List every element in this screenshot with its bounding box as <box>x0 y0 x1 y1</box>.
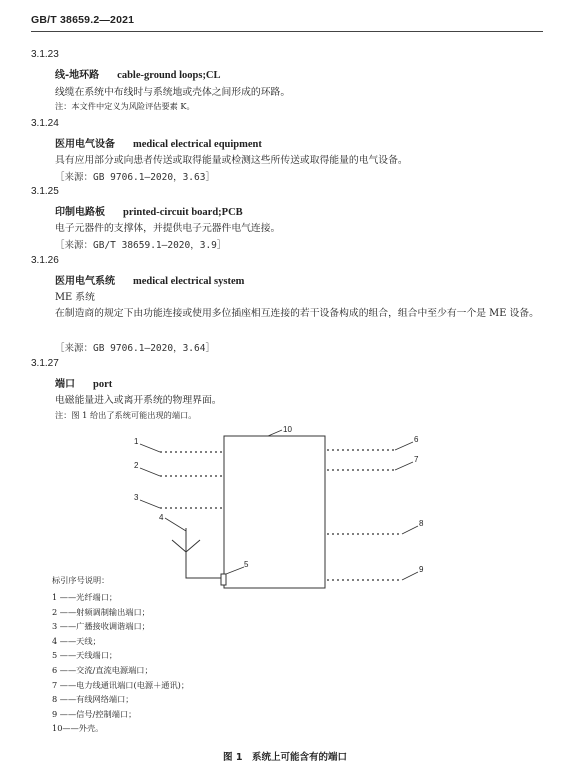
leader-6 <box>395 442 413 450</box>
leader-5 <box>226 567 244 574</box>
leader-3 <box>140 500 160 508</box>
legend-item: 10——外壳。 <box>52 723 104 734</box>
legend-item: 5 ——天线端口； <box>52 650 118 661</box>
legend-item: 6 ——交流/直流电源端口； <box>52 664 153 675</box>
term-cn: 线-地环路 <box>55 70 100 81</box>
leader-9 <box>402 572 418 580</box>
label-5: 5 <box>244 560 249 569</box>
leader-7 <box>395 462 413 470</box>
entry-definition: 电子元器件的支撑体，并提供电子元器件电气连接。 <box>55 223 281 234</box>
label-10: 10 <box>283 425 292 434</box>
label-3: 3 <box>134 493 139 502</box>
entry-source: ［来源：GB 9706.1—2020，3.64］ <box>55 343 215 354</box>
legend-item: 4 ——天线； <box>52 635 101 646</box>
antenna-symbol <box>172 528 200 552</box>
legend-item: 3 ——广播接收调谐端口； <box>52 621 150 632</box>
leader-2 <box>140 468 160 476</box>
entry-note: 注：图 1 给出了系统可能出现的端口。 <box>55 410 197 420</box>
antenna-cable <box>186 528 222 578</box>
entry-definition: 具有应用部分或向患者传送或取得能量或检测这些所传送或取得能量的电气设备。 <box>55 155 408 166</box>
label-8: 8 <box>419 519 424 528</box>
entry-definition: 在制造商的规定下由功能连接或使用多位插座相互连接的若干设备构成的组合，组合中至少有一个是 ME 设备。 <box>55 308 539 319</box>
enclosure-box <box>224 436 325 588</box>
standard-header: GB/T 38659.2—2021 <box>31 14 135 26</box>
legend-item: 7 ——电力线通讯端口(电源＋通讯)； <box>52 679 190 690</box>
term-en: cable-ground loops;CL <box>117 70 221 81</box>
entry-number: 3.1.27 <box>31 358 59 369</box>
entry-number: 3.1.24 <box>31 118 59 129</box>
entry-number: 3.1.23 <box>31 49 59 60</box>
entry-definition: 线缆在系统中布线时与系统地或壳体之间形成的环路。 <box>55 87 291 98</box>
label-7: 7 <box>414 455 419 464</box>
legend-list <box>52 590 189 736</box>
legend-item: 2 ——射频调制输出端口； <box>52 606 150 617</box>
label-6: 6 <box>414 435 419 444</box>
term-cn: 印制电路板 <box>55 207 105 218</box>
term-en: medical electrical equipment <box>133 139 262 150</box>
term-en: port <box>93 379 113 390</box>
label-4: 4 <box>159 513 164 522</box>
entry-abbreviation: ME 系统 <box>55 292 95 303</box>
label-2: 2 <box>134 461 139 470</box>
antenna-port-connector <box>221 574 226 585</box>
entry-note: 注：本文件中定义为风险评估要素 K。 <box>55 101 195 111</box>
term-en: printed-circuit board;PCB <box>123 207 243 218</box>
term-cn: 端口 <box>55 379 75 390</box>
entry-source: ［来源：GB 9706.1—2020，3.63］ <box>55 172 215 183</box>
entry-number: 3.1.26 <box>31 255 59 266</box>
legend-item: 9 ——信号/控制端口； <box>52 708 137 719</box>
leader-8 <box>402 526 418 534</box>
term-en: medical electrical system <box>133 276 245 287</box>
legend-title: 标引序号说明： <box>52 575 110 585</box>
label-1: 1 <box>134 437 139 446</box>
label-9: 9 <box>419 565 424 574</box>
term-cn: 医用电气设备 <box>55 139 115 150</box>
legend-item: 8 ——有线网络端口； <box>52 694 134 705</box>
entry-definition: 电磁能量进入或离开系统的物理界面。 <box>55 395 222 406</box>
leader-1 <box>140 444 160 452</box>
entry-source: ［来源：GB/T 38659.1—2020，3.9］ <box>55 240 227 251</box>
leader-10 <box>268 430 282 436</box>
legend-item: 1 ——光纤端口； <box>52 592 118 602</box>
term-cn: 医用电气系统 <box>55 276 115 287</box>
figure-caption: 图 1 系统上可能含有的端口 <box>223 752 347 763</box>
entry-number: 3.1.25 <box>31 186 59 197</box>
leader-4 <box>165 518 186 531</box>
